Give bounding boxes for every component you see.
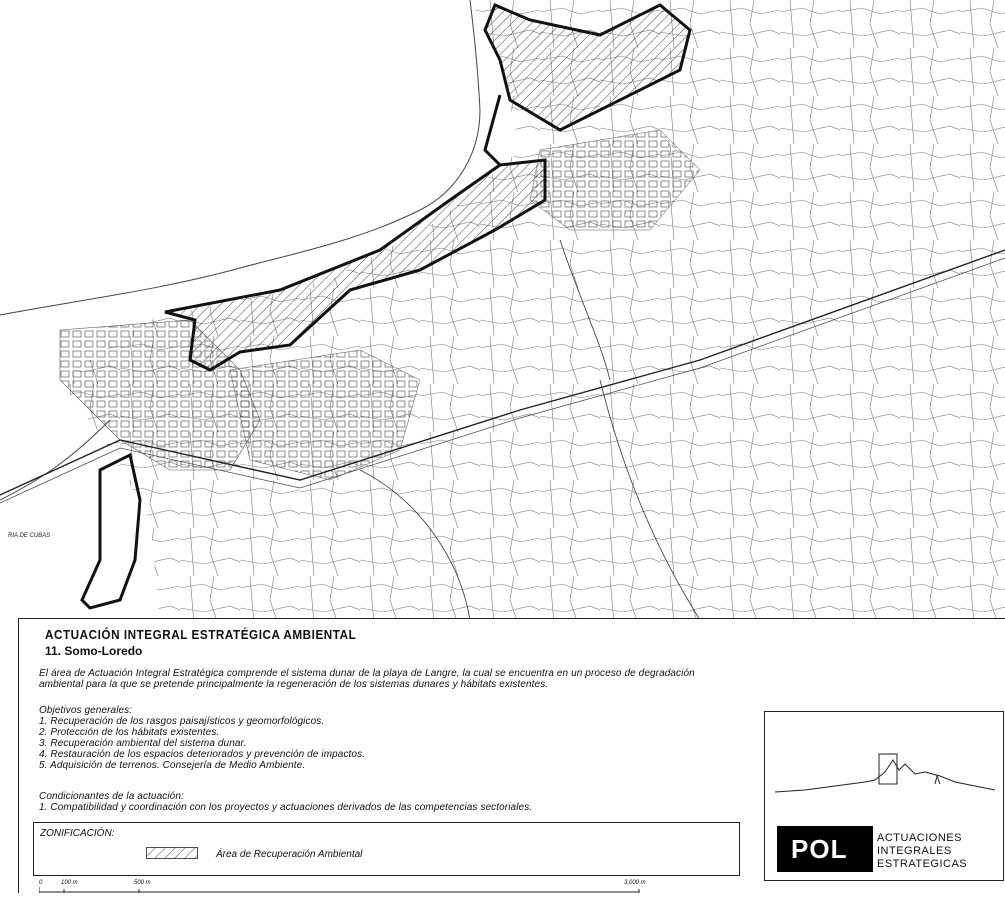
zoning-legend xyxy=(33,822,740,876)
panel-description: El área de Actuación Integral Estratégica comprende el sistema dunar de la playa de Langre, la cual se encuentra en un proceso de degradación ambiental para la que se pretende principalmente la regeneración de los sistemas dunares y hábitats existentes. xyxy=(39,668,695,690)
recovery-boundary-connector xyxy=(485,95,500,165)
zoning-legend-label: Área de Recuperación Ambiental xyxy=(216,849,363,860)
coastline-silhouette-icon xyxy=(775,752,995,802)
zoning-heading: ZONIFICACIÓN: xyxy=(40,828,115,839)
pol-logo-text xyxy=(877,832,967,871)
info-panel xyxy=(18,618,1005,893)
logo-line: ACTUACIONES xyxy=(877,832,962,844)
hatch-swatch-icon xyxy=(146,847,198,859)
objective-item: 5. Adquisición de terrenos. Consejería de Medio Ambiente. xyxy=(39,760,306,771)
objectives-heading: Objetivos generales: xyxy=(39,705,133,716)
conditions-heading: Condicionantes de la actuación: xyxy=(39,791,184,802)
estuary-label: RIA DE CUBAS xyxy=(8,533,51,539)
objective-item: 3. Recuperación ambiental del sistema dunar. xyxy=(39,738,247,749)
objective-item: 4. Restauración de los espacios deteriorados y prevención de impactos. xyxy=(39,749,366,760)
objective-item: 1. Recuperación de los rasgos paisajísticos y geomorfológicos. xyxy=(39,716,325,727)
panel-subtitle: 11. Somo-Loredo xyxy=(45,644,143,658)
scale-bar xyxy=(39,878,739,894)
scale-label: 100 m xyxy=(61,880,78,886)
scale-label: 0 xyxy=(39,880,43,886)
pol-mark xyxy=(777,826,873,872)
scale-label: 500 m xyxy=(134,880,151,886)
condition-item: 1. Compatibilidad y coordinación con los proyectos y actuaciones derivados de las competencias sectoriales. xyxy=(39,802,533,813)
pol-logo-box xyxy=(764,711,1004,881)
panel-title: ACTUACIÓN INTEGRAL ESTRATÉGICA AMBIENTAL xyxy=(45,627,357,642)
logo-line: INTEGRALES xyxy=(877,845,952,857)
objectives-list xyxy=(39,716,365,771)
objective-item: 2. Protección de los hábitats existentes. xyxy=(39,727,220,738)
logo-line: ESTRATEGICAS xyxy=(877,858,968,870)
scale-label: 3,000 m xyxy=(624,880,646,886)
pol-mark-text: POL xyxy=(791,834,848,864)
